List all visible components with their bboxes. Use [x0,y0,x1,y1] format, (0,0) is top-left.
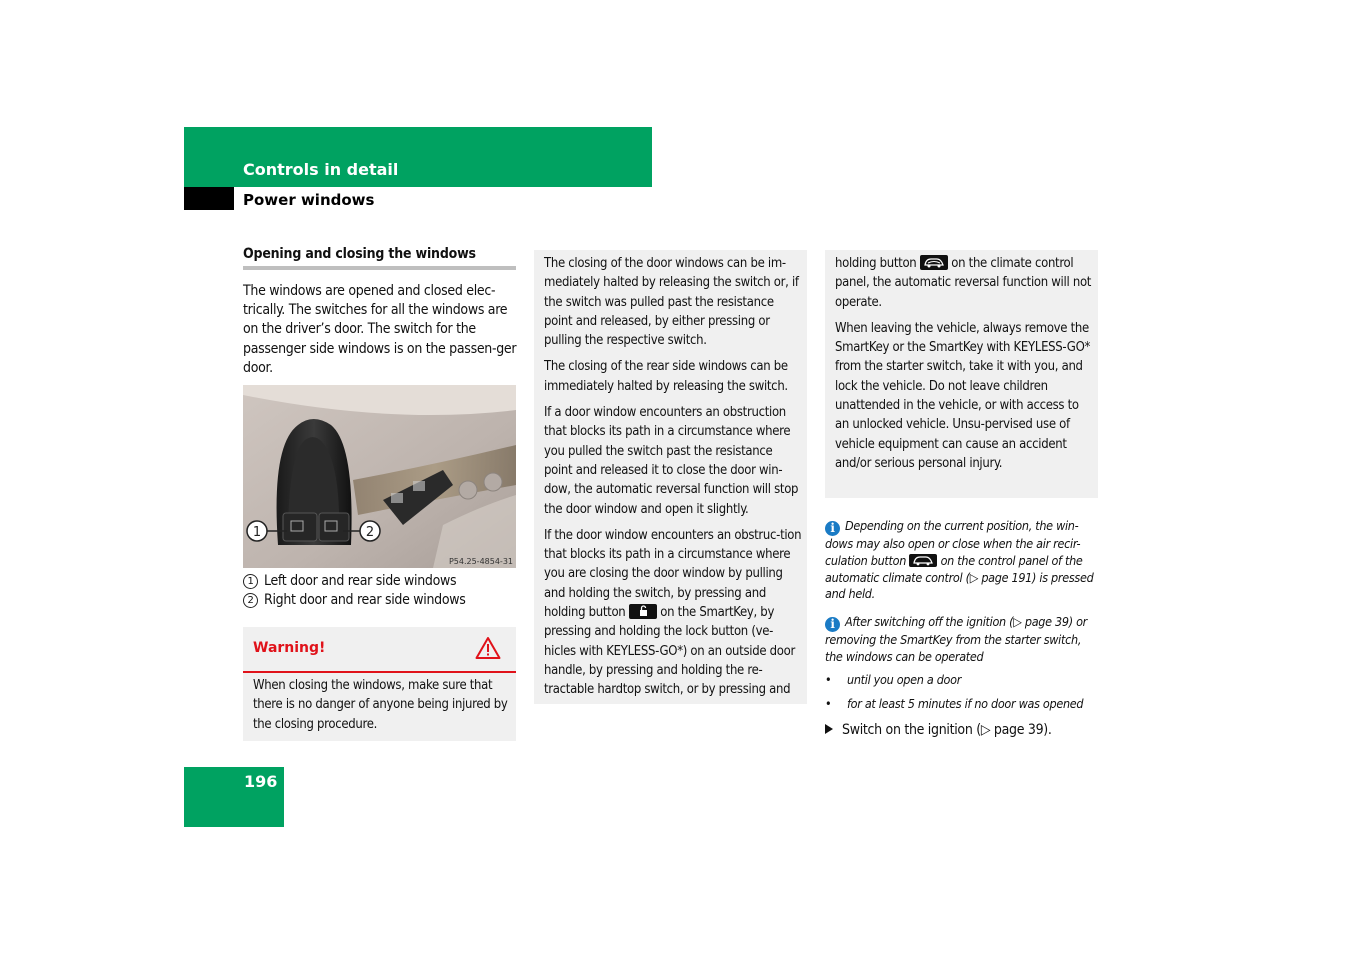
info-icon: i [825,617,840,632]
column2-paragraph-4 [544,526,802,700]
bullet-item [825,672,961,687]
column3-paragraph-1-start: holding button [835,256,917,271]
column2-paragraph-1: The closing of the door windows can be im-mediately halted by releasing the switch or, if the switch was pulled past the resistance point and released, by either pressing or pulling the respective switch. [544,256,799,349]
page-number: 196 [244,772,278,791]
number-circle-1: 1 [243,574,258,589]
warning-rule [243,671,516,673]
column2-paragraph-4-start: If the door window encounters an obstruc-tion that blocks its path in a circumstance where you are closing the door window by pulling and holding the switch, by pressing and holding button [544,527,802,621]
window-switch-photo [243,385,516,568]
air-recirculation-icon [920,255,948,270]
svg-text:2: 2 [365,525,375,540]
intro-paragraph: The windows are opened and closed elec-trically. The switches for all the windows are on the driver’s door. The switch for the passenger side windows is on the passen-ger door. [243,283,517,376]
column2-text [544,254,802,707]
caption-1-text: Left door and rear side windows [264,573,457,589]
column2-paragraph-4-end: on the SmartKey, by pressing and holding the lock button (ve-hicles with KEYLESS-GO*) on an outside door handle, by pressing and holding the re-tractable hardtop switch, or by pressing and [544,605,795,698]
warning-triangle-icon [475,636,501,660]
heading-rule [243,266,516,270]
bullet-item [825,696,1083,711]
info-note-2-text: After switching off the ignition (▷ page 39) or removing the SmartKey from the starter switch, the windows can be operated [825,614,1087,664]
unlock-button-icon [629,604,657,619]
info-note-1-end: on the control panel of the automatic climate control (▷ page 191) is pressed and held. [825,552,1094,602]
info-note-1-start: Depending on the current position, the win-dows may also open or close when the air recir-culation button [825,518,1081,568]
warning-text: When closing the windows, make sure that there is no danger of anyone being injured by the closing procedure. [253,678,508,732]
warning-label: Warning! [253,640,326,656]
bullet-dot: • [825,672,832,687]
caption-1 [243,573,456,589]
action-step [825,722,1052,738]
bullet-text: until you open a door [847,672,962,687]
header-tab [184,187,234,210]
photo-code: P54.25-4854-31 [448,557,513,566]
action-arrow-icon [825,724,833,734]
column3-text [835,254,1093,480]
bullet-text: for at least 5 minutes if no door was opened [847,696,1084,711]
column3-paragraph-1-end: on the climate control panel, the automatic reversal function will not operate. [835,256,1092,310]
info-icon: i [825,521,840,536]
info-note-2 [825,614,1100,666]
column2-paragraph-3: If a door window encounters an obstruction that blocks its path in a circumstance where you pulled the switch past the resistance point and released it to close the door win-dow, the automatic reversal function will stop the door window and open it slightly. [544,405,799,517]
bullet-dot: • [825,696,832,711]
caption-2 [243,592,466,608]
info-note-1 [825,518,1100,603]
number-circle-2: 2 [243,593,258,608]
section-title: Power windows [243,191,375,209]
sub-heading: Opening and closing the windows [243,246,476,262]
column3-paragraph-1 [835,254,1093,312]
svg-text:1: 1 [252,525,262,540]
caption-2-text: Right door and rear side windows [264,592,466,608]
air-recirculation-icon [909,554,937,567]
chapter-title: Controls in detail [243,160,399,179]
action-text: Switch on the ignition (▷ page 39). [842,722,1052,738]
column2-paragraph-2: The closing of the rear side windows can be immediately halted by releasing the switch. [544,359,788,394]
column3-paragraph-2: When leaving the vehicle, always remove the SmartKey or the SmartKey with KEYLESS-GO* from the starter switch, take it with you, and lock the vehicle. Do not leave children unattended in the vehicle, or with access to an unlocked vehicle. Unsu-pervised use of vehicle equipment can cause an accident and/or serious personal injury. [835,320,1091,471]
